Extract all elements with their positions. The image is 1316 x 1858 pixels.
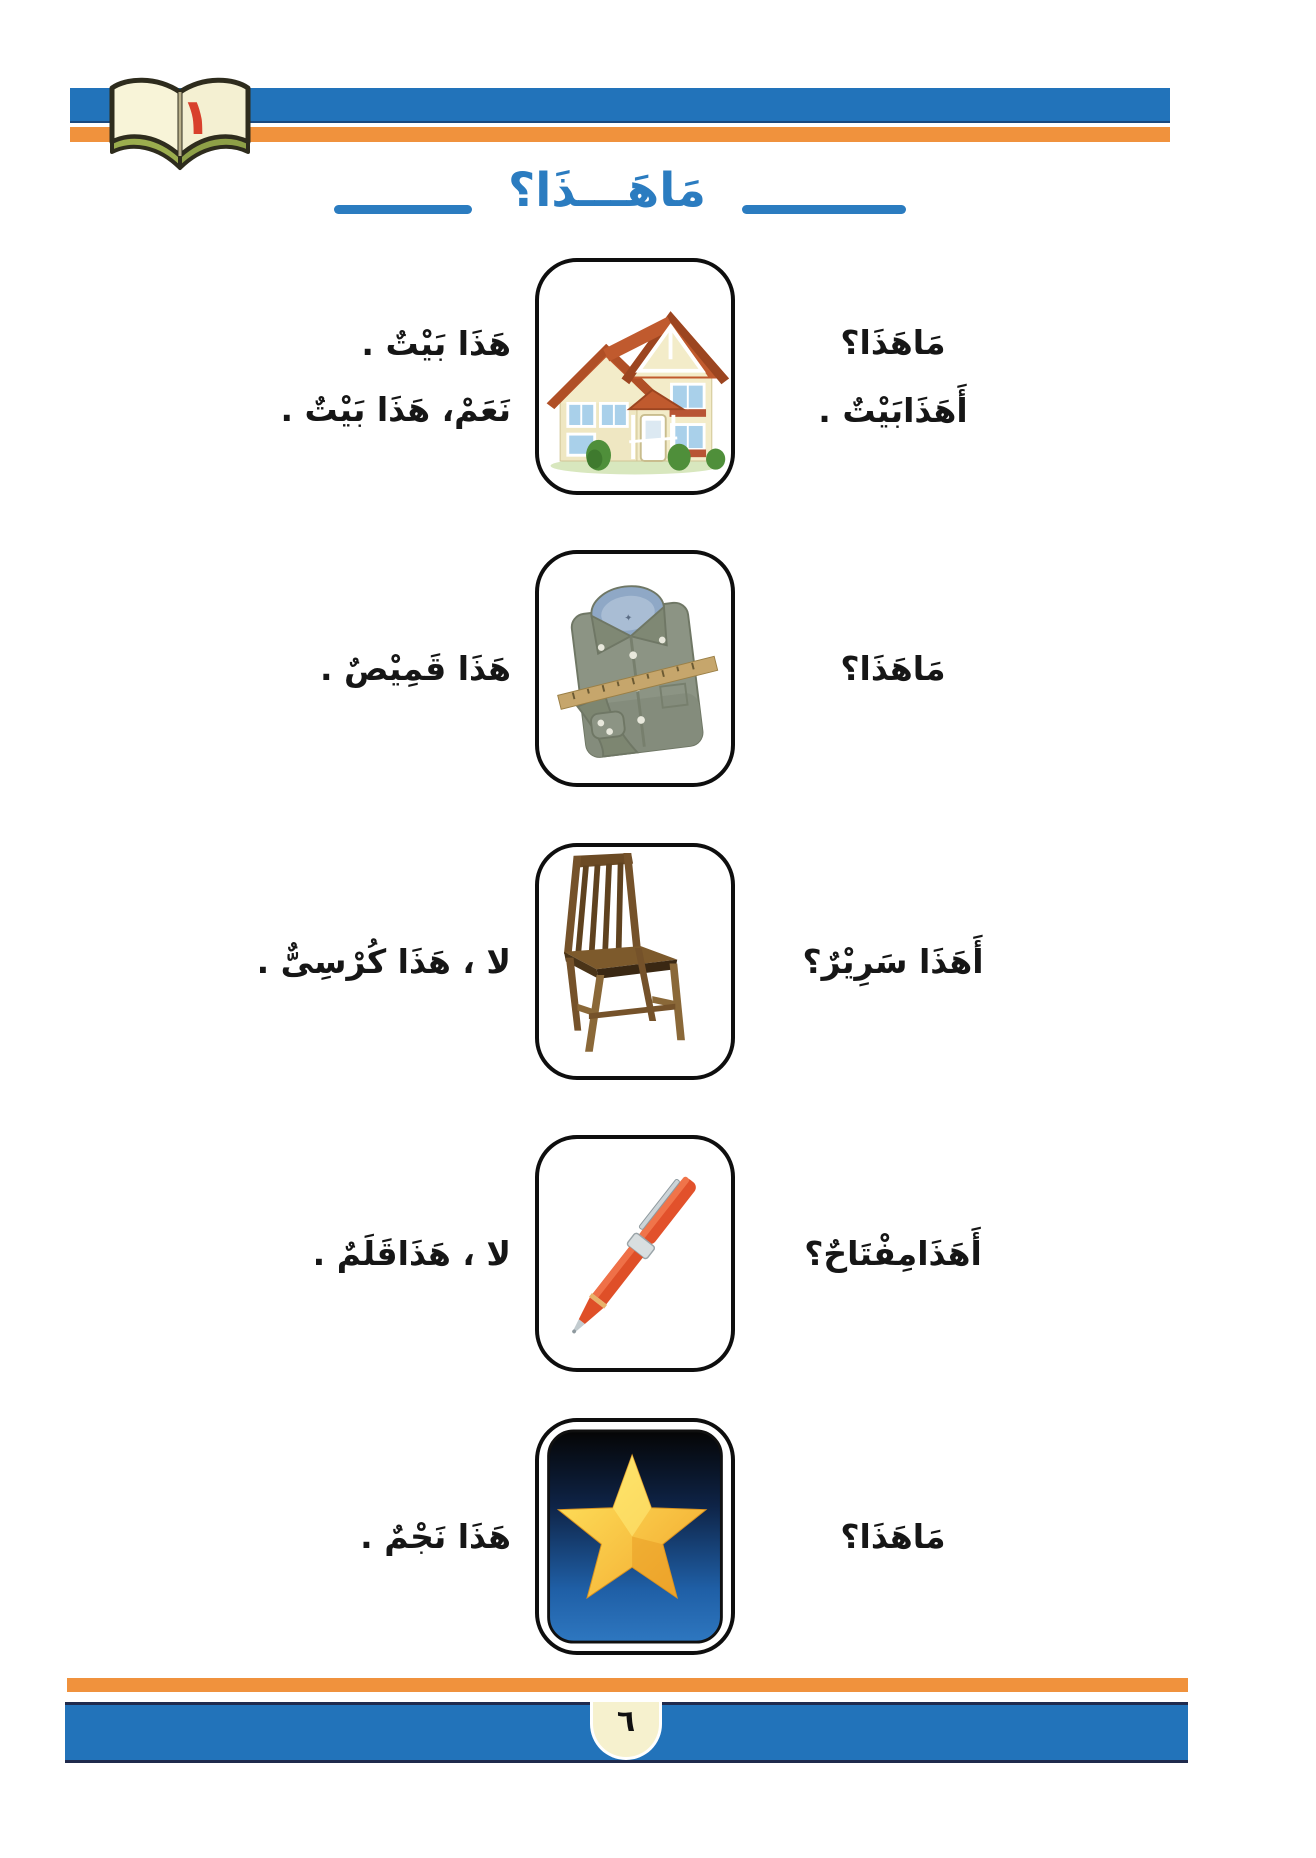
question-zone bbox=[735, 1418, 1051, 1655]
lesson-row-chair bbox=[65, 843, 1175, 1080]
title-dash-right bbox=[742, 205, 906, 214]
question-line: مَاهَذَا؟ bbox=[840, 1516, 946, 1556]
image-frame bbox=[535, 1135, 735, 1372]
answer-zone bbox=[65, 1418, 535, 1655]
question-zone bbox=[735, 1135, 1051, 1372]
question-line: أَهَذَامِفْتَاحٌ؟ bbox=[804, 1233, 982, 1273]
lesson-number: ١ bbox=[180, 88, 212, 146]
question-line: مَاهَذَا؟ bbox=[840, 322, 946, 362]
answer-zone bbox=[65, 843, 535, 1080]
answer-line: هَذَا بَيْتٌ . bbox=[361, 323, 511, 363]
footer-orange-stripe bbox=[67, 1678, 1188, 1692]
answer-zone bbox=[65, 258, 535, 495]
image-frame bbox=[535, 258, 735, 495]
answer-line: نَعَمْ، هَذَا بَيْتٌ . bbox=[280, 389, 511, 429]
lesson-row-shirt bbox=[65, 550, 1175, 787]
shirt-illustration bbox=[539, 555, 731, 783]
question-zone bbox=[735, 550, 1051, 787]
image-frame bbox=[535, 550, 735, 787]
page-number: ٦ bbox=[616, 1704, 636, 1739]
answer-line: هَذَا نَجْمٌ . bbox=[360, 1516, 511, 1556]
image-frame bbox=[535, 1418, 735, 1655]
house-illustration bbox=[539, 263, 731, 491]
question-line: مَاهَذَا؟ bbox=[840, 648, 946, 688]
lesson-row-star bbox=[65, 1418, 1175, 1655]
question-zone bbox=[735, 258, 1051, 495]
pen-illustration bbox=[539, 1140, 731, 1368]
answer-line: لا ، هَذَاقَلَمٌ . bbox=[312, 1233, 511, 1273]
lesson-row-pen bbox=[65, 1135, 1175, 1372]
title-dash-left bbox=[334, 205, 472, 214]
answer-line: لا ، هَذَا كُرْسِىٌّ . bbox=[256, 941, 511, 981]
chair-illustration bbox=[539, 848, 731, 1076]
question-zone bbox=[735, 843, 1051, 1080]
answer-zone bbox=[65, 1135, 535, 1372]
answer-zone bbox=[65, 550, 535, 787]
lesson-row-house bbox=[65, 258, 1175, 495]
star-illustration bbox=[539, 1423, 731, 1651]
answer-line: هَذَا قَمِيْصٌ . bbox=[320, 648, 511, 688]
image-frame bbox=[535, 843, 735, 1080]
page-title: مَاهَـــذَا؟ bbox=[507, 162, 707, 218]
question-line: أَهَذَا سَرِيْرٌ؟ bbox=[802, 941, 984, 981]
question-line: أَهَذَابَيْتٌ . bbox=[818, 390, 968, 430]
svg-text:✦: ✦ bbox=[623, 611, 634, 624]
